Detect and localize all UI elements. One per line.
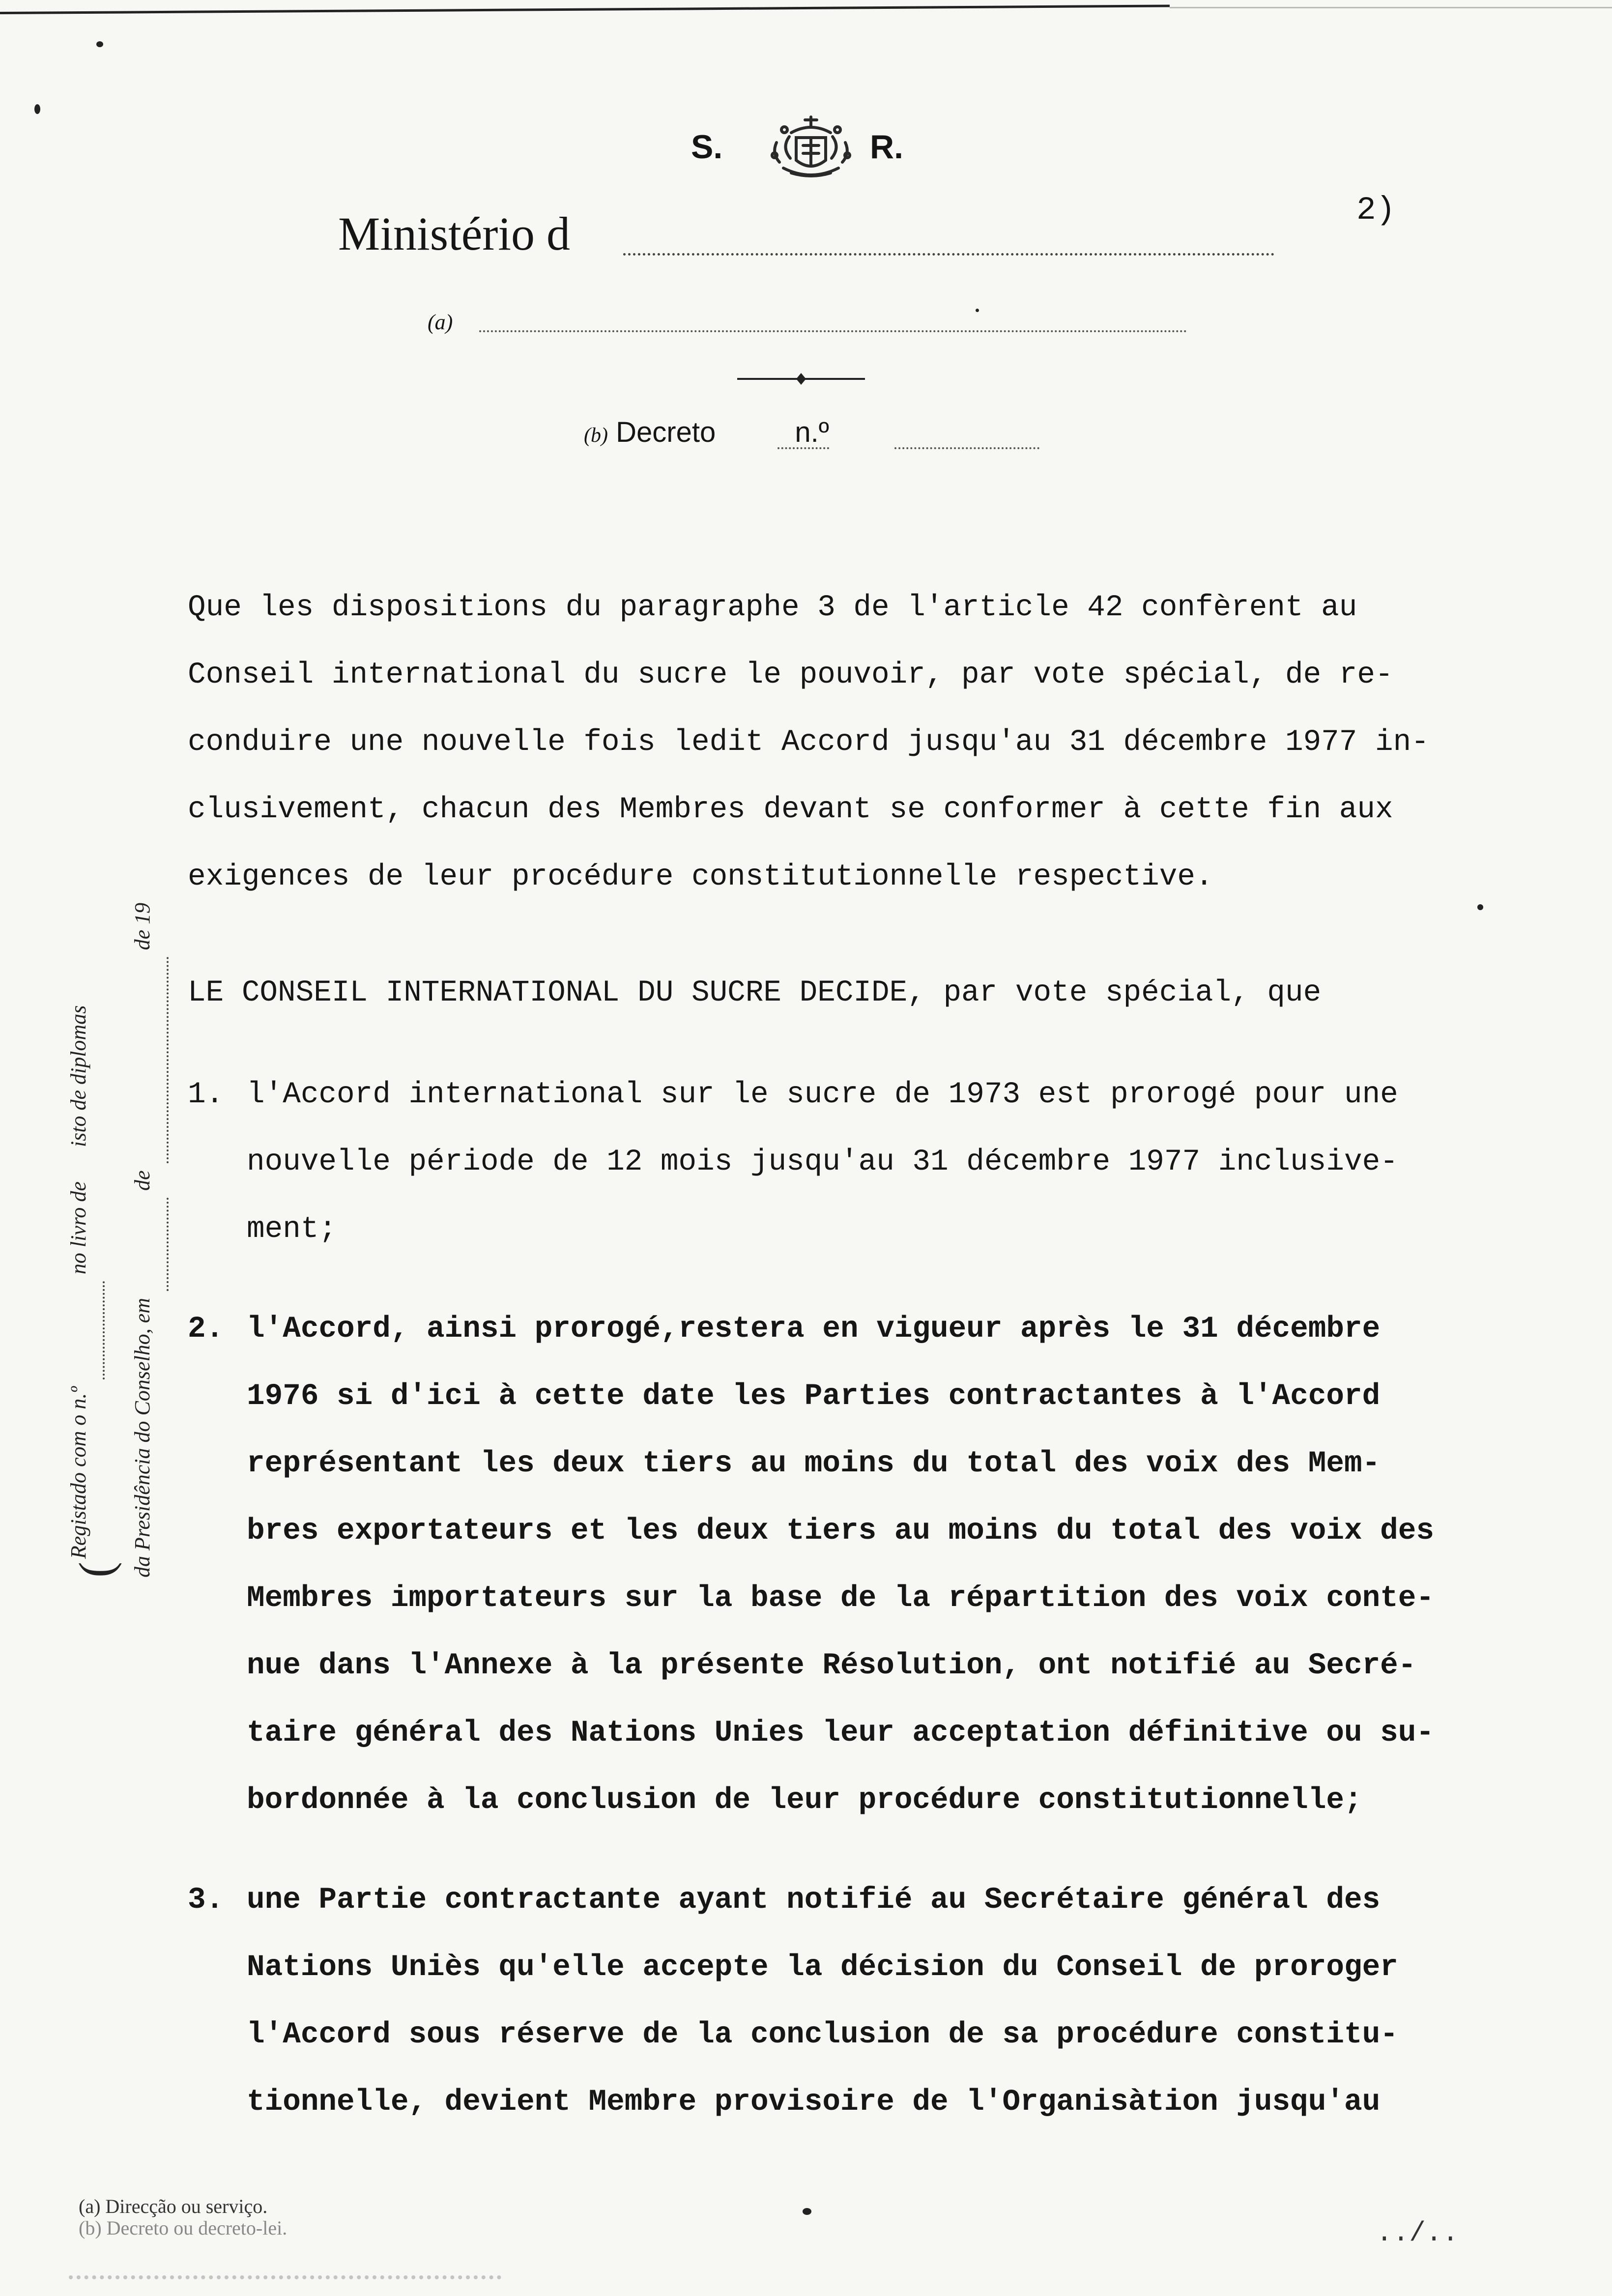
ministry-label: Ministério d xyxy=(338,207,570,260)
text-line: l'Accord sous réserve de la conclusion de sa procédure constitu- xyxy=(247,2018,1398,2052)
print-reference-line xyxy=(69,2275,501,2288)
direction-fill-line xyxy=(479,330,1187,332)
margin-book-label: no livro de xyxy=(66,1181,90,1275)
margin-de-label: de xyxy=(130,1170,154,1191)
item-number: 1. xyxy=(188,1078,224,1112)
letterhead-r: R. xyxy=(870,128,903,166)
item-text xyxy=(247,1061,1608,1263)
top-rule-faint xyxy=(1170,7,1612,8)
text-line: conduire une nouvelle fois ledit Accord jusqu'au 31 décembre 1977 in- xyxy=(188,725,1429,759)
text-line: ment; xyxy=(247,1212,337,1246)
speck xyxy=(34,104,40,114)
speck xyxy=(976,309,979,312)
text-line: nouvelle période de 12 mois jusqu'au 31 décembre 1977 inclusive- xyxy=(247,1145,1398,1179)
coat-of-arms-icon xyxy=(762,113,860,184)
decree-type-fill-line xyxy=(777,447,829,449)
letterhead-s: S. xyxy=(691,128,723,166)
margin-note-row-2 xyxy=(111,614,174,1578)
decree-line xyxy=(584,416,829,449)
speck xyxy=(803,2208,811,2215)
continuation-mark: ../.. xyxy=(1376,2217,1459,2249)
speck xyxy=(96,41,103,47)
decision-items xyxy=(188,1061,1608,2136)
text-line: Nations Uniès qu'elle accepte la décision du Conseil de proroger xyxy=(247,1951,1398,1984)
footnote-b: (b) Decreto ou decreto-lei. xyxy=(79,2217,288,2239)
text-line: Conseil international du sucre le pouvoir, par vote spécial, de re- xyxy=(188,658,1393,692)
decree-b-label: (b) xyxy=(584,424,608,447)
decision-item xyxy=(188,1866,1608,2136)
direction-label: (a) xyxy=(428,310,453,334)
margin-year-label: de 19 xyxy=(130,902,154,950)
text-line: tionnelle, devient Membre provisoire de l'Organisàtion jusqu'au xyxy=(247,2085,1381,2119)
footnotes xyxy=(79,2196,287,2239)
item-text xyxy=(247,1295,1608,1834)
item-number: 3. xyxy=(188,1883,224,1917)
text-line: l'Accord, ainsi prorogé,restera en vigueur après le 31 décembre xyxy=(247,1312,1381,1346)
text-line: nue dans l'Annexe à la présente Résolution, ont notifié au Secré- xyxy=(247,1649,1416,1683)
text-line: bres exportateurs et les deux tiers au moins du total des voix des xyxy=(247,1514,1434,1548)
decree-number-fill-line xyxy=(894,447,1039,449)
margin-fill-line xyxy=(103,1281,105,1379)
text-line: Membres importateurs sur la base de la répartition des voix conte- xyxy=(247,1581,1434,1615)
ministry-fill-line xyxy=(623,253,1274,256)
margin-registered-label: Registado com o n.º xyxy=(66,1386,90,1559)
margin-note-row-1 xyxy=(47,614,122,1578)
item-text xyxy=(247,1866,1608,2136)
margin-fill-line xyxy=(167,957,169,1163)
decree-label: Decreto xyxy=(616,416,716,448)
decision-intro: LE CONSEIL INTERNATIONAL DU SUCRE DECIDE, par vote spécial, que xyxy=(188,976,1322,1010)
text-line: clusivement, chacun des Membres devant se conformer à cette fin aux xyxy=(188,793,1393,827)
text-line: une Partie contractante ayant notifié au Secrétaire général des xyxy=(247,1883,1381,1917)
text-line: bordonnée à la conclusion de leur procédure constitutionnelle; xyxy=(247,1783,1362,1817)
divider-ornament xyxy=(737,371,865,387)
text-line: représentant les deux tiers au moins du total des voix des Mem- xyxy=(247,1447,1381,1481)
page-number: 2) xyxy=(1356,192,1396,229)
registration-margin-note xyxy=(47,614,174,1578)
decision-item xyxy=(188,1295,1608,1834)
margin-bracket: ( xyxy=(69,1562,122,1578)
item-number: 2. xyxy=(188,1312,224,1346)
resolution-body xyxy=(188,574,1608,2136)
text-line: Que les dispositions du paragraphe 3 de l'article 42 confèrent au xyxy=(188,591,1357,625)
preamble-paragraph xyxy=(188,574,1608,911)
decree-number-label: n.º xyxy=(795,416,829,448)
top-rule xyxy=(0,4,1170,14)
text-line: taire général des Nations Unies leur acceptation définitive ou su- xyxy=(247,1716,1434,1750)
margin-fill-line xyxy=(167,1198,169,1291)
text-line: exigences de leur procédure constitutionnelle respective. xyxy=(188,860,1213,894)
text-line: l'Accord international sur le sucre de 1973 est prorogé pour une xyxy=(247,1078,1398,1112)
letterhead xyxy=(688,113,963,182)
margin-diplomas-label: isto de diplomas xyxy=(66,1005,90,1148)
footnote-a: (a) Direcção ou serviço. xyxy=(79,2195,268,2217)
decision-item xyxy=(188,1061,1608,1263)
text-line: 1976 si d'ici à cette date les Parties contractantes à l'Accord xyxy=(247,1379,1381,1413)
margin-presidency-label: da Presidência do Conselho, em xyxy=(130,1297,154,1578)
